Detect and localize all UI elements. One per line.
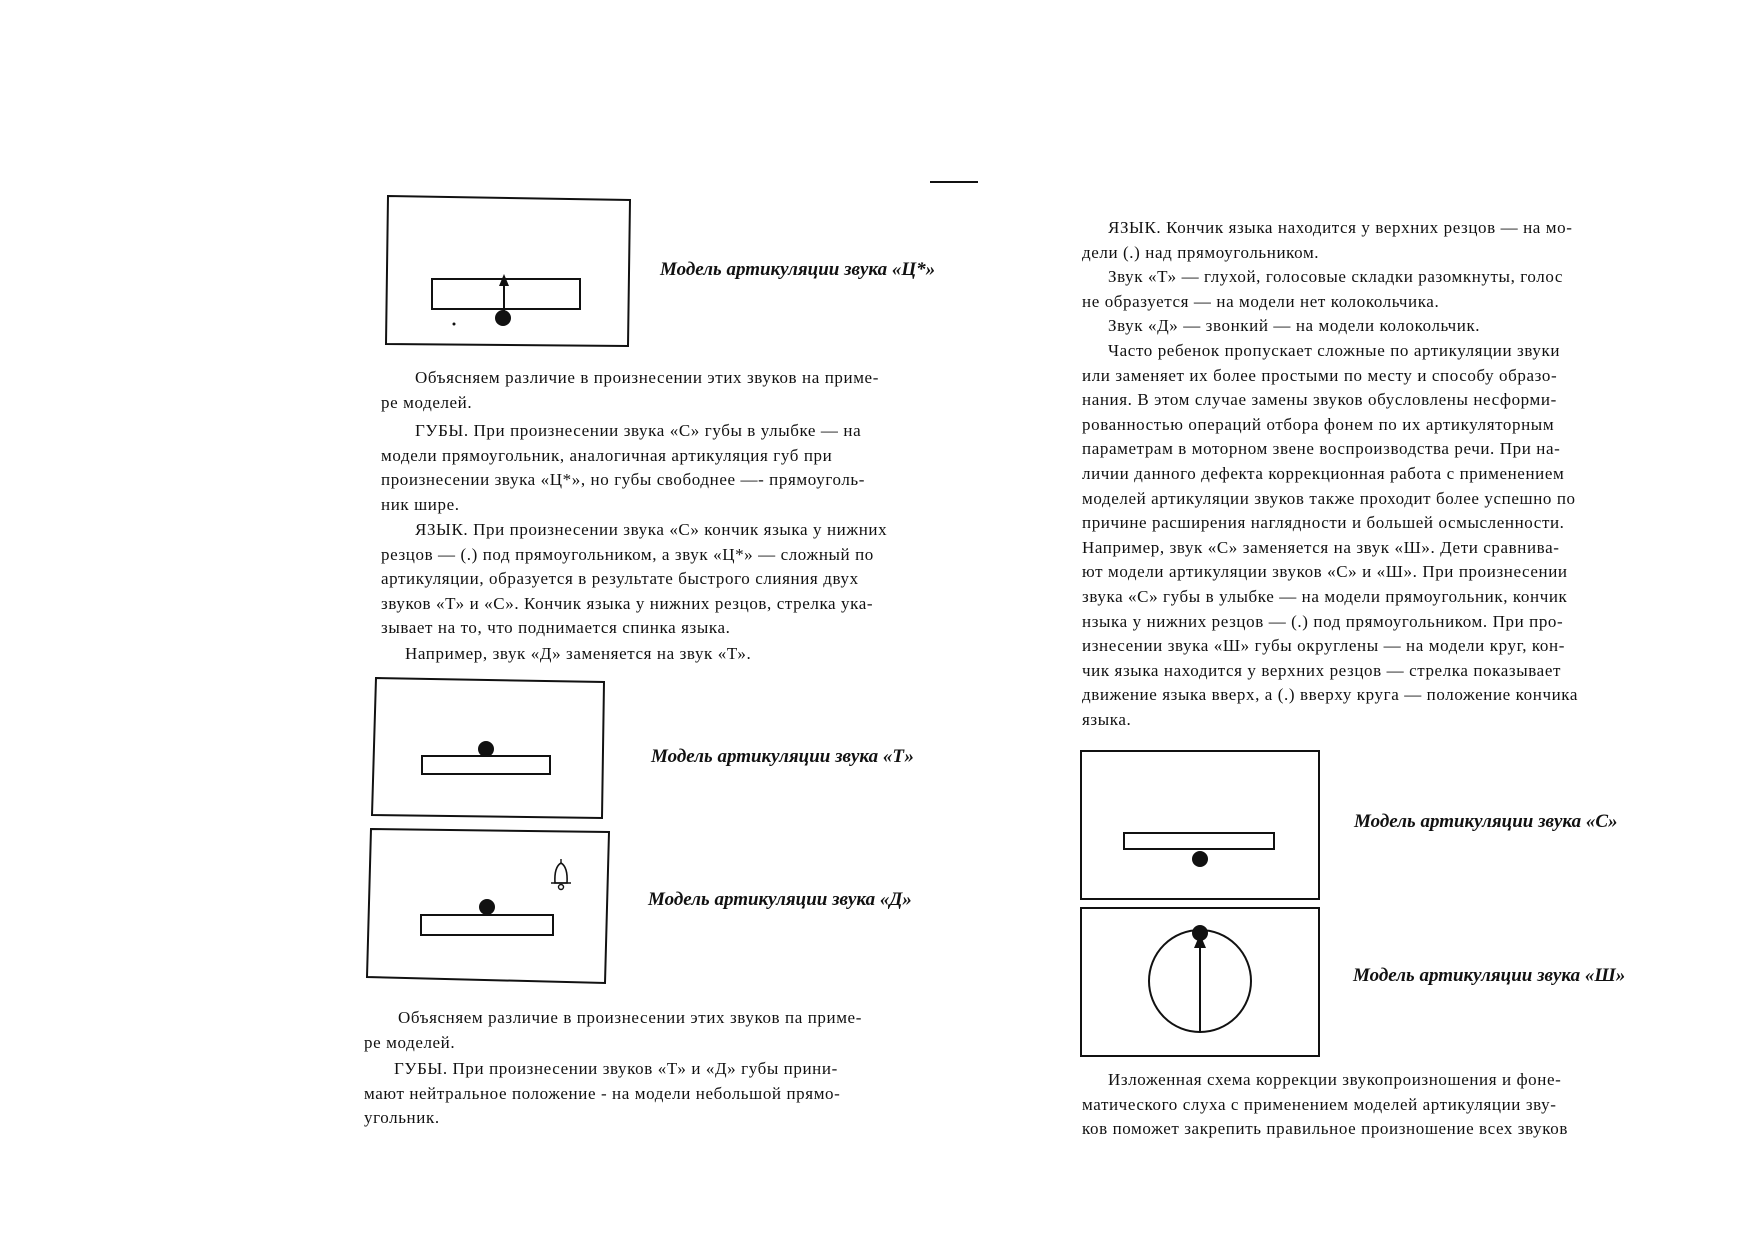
right-page xyxy=(877,0,1754,1241)
text-line: звука «С» губы в улыбке — на модели прямоугольник, кончик xyxy=(1082,586,1568,606)
text-line: параметрам в моторном звене воспроизводства речи. При на- xyxy=(1082,439,1561,459)
text-line: Звук «Д» — звонкий — на модели колокольчик. xyxy=(1108,316,1481,335)
text-line: моделей артикуляции звуков также проходит более успешно по xyxy=(1082,488,1576,508)
text-line: дели (.) над прямоугольником. xyxy=(1082,242,1320,262)
paragraph-4 xyxy=(1082,339,1674,733)
text-line: Например, звук «С» заменяется на звук «Ш». Дети сравнива- xyxy=(1082,537,1560,557)
text-line: нзыка у нижних резцов — (.) под прямоугольником. При про- xyxy=(1082,611,1564,631)
paragraph-6 xyxy=(364,1057,959,1131)
text-line: угольник. xyxy=(364,1108,440,1128)
text-line: Звук «Т» — глухой, голосовые складки разомкнуты, голос xyxy=(1108,267,1564,286)
tongue-tip-dot xyxy=(478,741,494,757)
bell-icon xyxy=(551,859,571,890)
lips-rectangle xyxy=(1124,833,1274,849)
text-line: или заменяет их более простыми по месту и способу образо- xyxy=(1082,365,1558,385)
text-line: произнесении звука «Ц*», но губы свободнее —- прямоуголь- xyxy=(381,470,866,490)
articulation-model-sh xyxy=(1079,906,1321,1058)
caption-sh: Модель артикуляции звука «Ш» xyxy=(1353,965,1626,986)
text-line: модели прямоугольник, аналогичная артикуляция губ при xyxy=(381,445,833,465)
paragraph-3 xyxy=(1082,314,1674,339)
text-line: Изложенная схема коррекции звукопроизношения и фоне- xyxy=(1108,1070,1562,1089)
text-line: Объясняем различие в произнесении этих звуков на приме- xyxy=(415,368,879,387)
text-line: Объясняем различие в произнесении этих звуков па приме- xyxy=(398,1008,862,1027)
text-line: ГУБЫ. При произнесении звука «С» губы в улыбке — на xyxy=(415,421,862,440)
text-line: матического слуха с применением моделей артикуляции зву- xyxy=(1082,1094,1557,1114)
text-line: причине расширения наглядности и большей осмысленности. xyxy=(1082,513,1565,533)
text-line: не образуется — на модели нет колокольчика. xyxy=(1082,291,1440,311)
articulation-model-ts xyxy=(384,194,634,350)
text-line: ЯЗЫК. Кончик языка находится у верхних резцов — на мо- xyxy=(1108,218,1573,237)
text-line: чик языка находится у верхних резцов — стрелка показывает xyxy=(1082,660,1561,680)
caption-ts: Модель артикуляции звука «Ц*» xyxy=(660,259,936,280)
paragraph-2 xyxy=(1082,265,1674,314)
text-line: мают нейтральное положение - на модели небольшой прямо- xyxy=(364,1083,841,1103)
caption-t: Модель артикуляции звука «Т» xyxy=(651,746,914,767)
text-line: движение языка вверх, а (.) вверху круга — положение кончика xyxy=(1082,685,1579,705)
tongue-tip-dot xyxy=(1192,925,1208,941)
text-line: языка. xyxy=(1082,709,1132,729)
paragraph-5 xyxy=(364,1006,959,1055)
tongue-tip-dot xyxy=(495,310,511,326)
paragraph-5 xyxy=(1082,1068,1674,1142)
paragraph-1 xyxy=(1082,216,1674,265)
caption-s: Модель артикуляции звука «С» xyxy=(1354,811,1618,832)
lips-rectangle xyxy=(421,915,553,935)
caption-d: Модель артикуляции звука «Д» xyxy=(648,889,912,910)
text-line: зывает на то, что поднимается спинка языка. xyxy=(381,618,731,638)
text-line: рованностью операций отбора фонем по их артикуляторным xyxy=(1082,414,1555,434)
text-line: ник шире. xyxy=(381,494,460,514)
text-line: ГУБЫ. При произнесении звуков «Т» и «Д» губы прини- xyxy=(394,1059,838,1078)
articulation-model-d xyxy=(365,827,611,985)
text-line: резцов — (.) под прямоугольником, а звук «Ц*» — сложный по xyxy=(381,544,874,564)
text-line: ЯЗЫК. При произнесении звука «С» кончик языка у нижних xyxy=(415,520,888,539)
text-line: личии данного дефекта коррекционная работа с применением xyxy=(1082,463,1565,483)
text-line: артикуляции, образуется в результате быстрого слияния двух xyxy=(381,569,859,589)
text-line: ков поможет закрепить правильное произношение всех звуков xyxy=(1082,1119,1568,1139)
text-line: звуков «Т» и «С». Кончик языка у нижних резцов, стрелка ука- xyxy=(381,593,874,613)
text-line: ют модели артикуляции звуков «С» и «Ш». При произнесении xyxy=(1082,562,1568,582)
text-line: ре моделей. xyxy=(364,1032,456,1052)
model-frame xyxy=(1081,751,1319,899)
text-line: Часто ребенок пропускает сложные по артикуляции звуки xyxy=(1108,341,1561,360)
tongue-tip-dot xyxy=(1192,851,1208,867)
articulation-model-t xyxy=(370,676,606,820)
text-line: Например, звук «Д» заменяется на звук «Т». xyxy=(405,644,752,663)
text-line: изнесении звука «Ш» губы округлены — на модели круг, кон- xyxy=(1082,636,1565,656)
tongue-tip-dot xyxy=(479,899,495,915)
text-line: нания. В этом случае замены звуков обусловлены несформи- xyxy=(1082,390,1557,410)
lips-rectangle xyxy=(422,756,550,774)
text-line: ре моделей. xyxy=(381,392,473,412)
articulation-model-s xyxy=(1079,749,1321,901)
